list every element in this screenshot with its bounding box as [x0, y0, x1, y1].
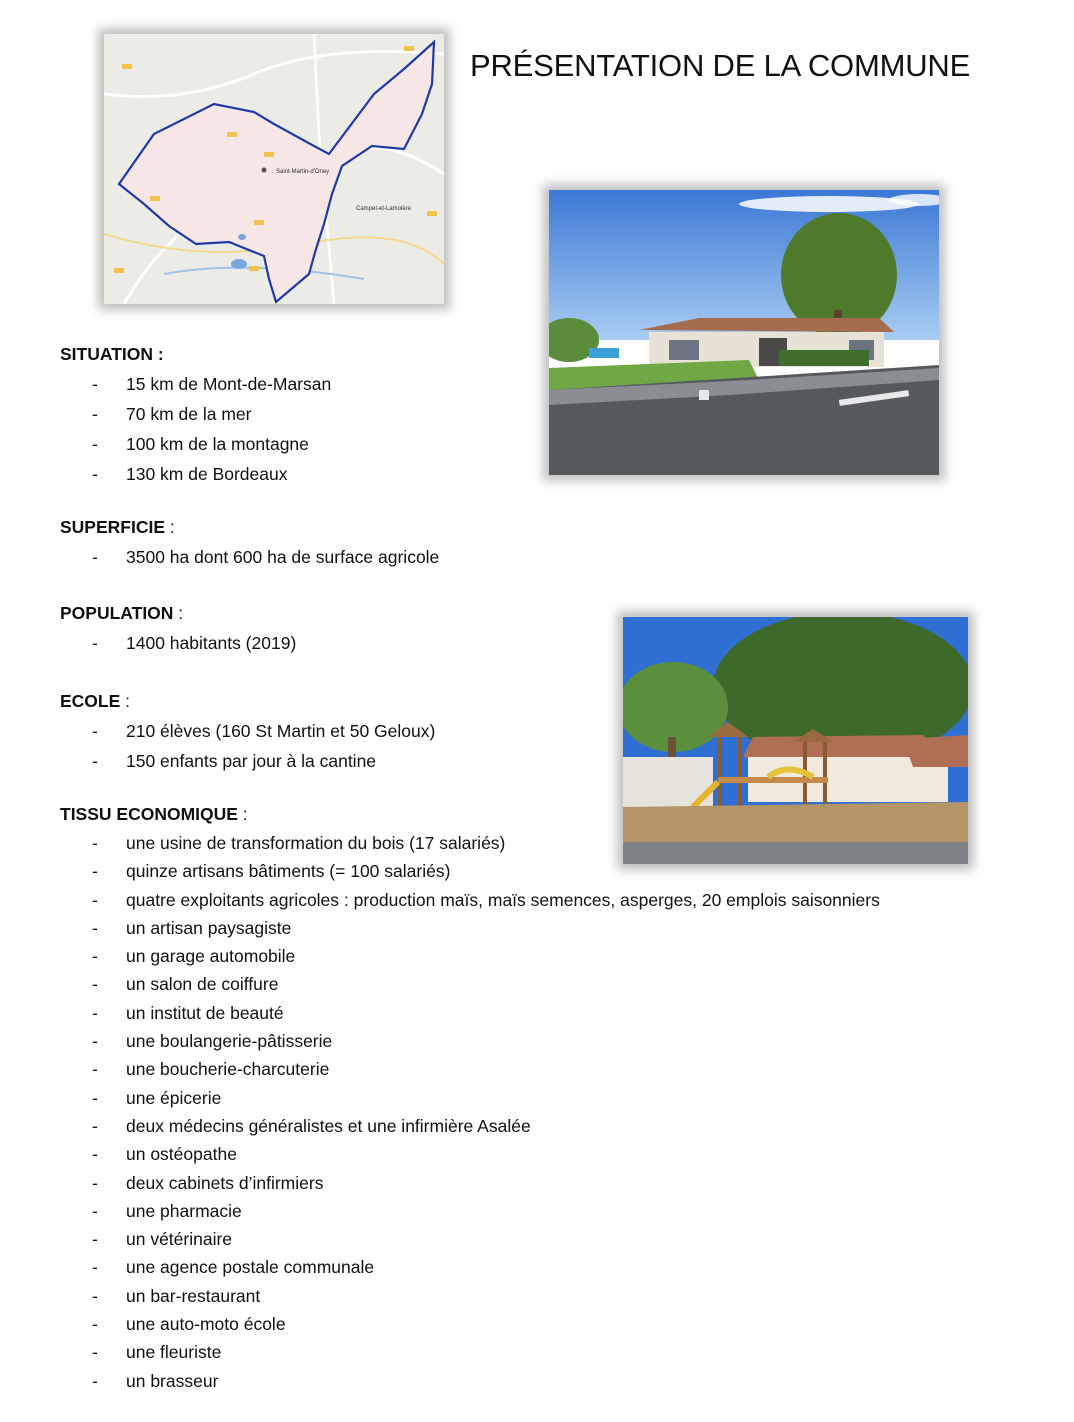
list-item: - un vétérinaire: [92, 1229, 233, 1250]
list-item: - un ostéopathe: [92, 1144, 237, 1165]
list-item: - une fleuriste: [92, 1342, 222, 1363]
ecole-list: [60, 716, 435, 776]
list-item: - une auto-moto école: [92, 1314, 286, 1335]
list-item: - 3500 ha dont 600 ha de surface agricole: [92, 547, 440, 567]
list-item: - deux médecins généralistes et une infirmière Asalée: [92, 1115, 531, 1136]
section-superficie: [60, 512, 439, 572]
list-item: - une pharmacie: [92, 1200, 242, 1221]
list-item: - deux cabinets d’infirmiers: [92, 1172, 324, 1193]
section-situation: [60, 339, 331, 489]
population-list: [60, 628, 296, 658]
situation-heading: SITUATION :: [60, 344, 164, 364]
section-population: [60, 598, 296, 658]
commune-map: [104, 34, 444, 304]
list-item: - une épicerie: [92, 1087, 222, 1108]
list-item: - 1400 habitants (2019): [92, 633, 297, 653]
list-item: - quinze artisans bâtiments (= 100 salariés): [92, 861, 451, 882]
list-item: - un salon de coiffure: [92, 974, 279, 995]
list-item: - 100 km de la montagne: [92, 434, 309, 454]
ecole-heading: ECOLE :: [60, 691, 131, 711]
superficie-list: [60, 542, 439, 572]
list-item: - une agence postale communale: [92, 1257, 375, 1278]
list-item: - quatre exploitants agricoles : production maïs, maïs semences, asperges, 20 emplois saisonniers: [92, 889, 880, 910]
list-item: - une boucherie-charcuterie: [92, 1059, 330, 1080]
list-item: - 150 enfants par jour à la cantine: [92, 751, 377, 771]
map-image: [104, 34, 444, 304]
town-hall-photo: [549, 190, 939, 475]
list-item: - une usine de transformation du bois (17 salariés): [92, 833, 506, 853]
list-item: - 70 km de la mer: [92, 404, 252, 424]
list-item: - 210 élèves (160 St Martin et 50 Geloux): [92, 721, 436, 741]
map-town-label: Saint-Martin-d'Oney: [276, 169, 330, 175]
map-neighbor-label: Campet-et-Lamolère: [356, 206, 412, 212]
list-item: - un garage automobile: [92, 946, 296, 967]
population-heading: POPULATION :: [60, 603, 184, 623]
list-item: - un bar-restaurant: [92, 1285, 261, 1306]
list-item: - un institut de beauté: [92, 1002, 284, 1023]
section-ecole: [60, 686, 435, 776]
list-item: - une boulangerie-pâtisserie: [92, 1031, 333, 1052]
list-item: - 15 km de Mont-de-Marsan: [92, 374, 332, 394]
town-hall-illustration: [549, 190, 939, 475]
tissu-heading: TISSU ECONOMIQUE :: [60, 804, 248, 824]
list-item: - un brasseur: [92, 1370, 219, 1391]
section-tissu-economique: [60, 799, 880, 1395]
tissu-list: [60, 829, 880, 1395]
page-title: PRÉSENTATION DE LA COMMUNE: [470, 48, 971, 83]
superficie-heading: SUPERFICIE :: [60, 517, 175, 537]
list-item: - 130 km de Bordeaux: [92, 464, 288, 484]
situation-list: [60, 369, 331, 489]
list-item: - un artisan paysagiste: [92, 917, 292, 938]
